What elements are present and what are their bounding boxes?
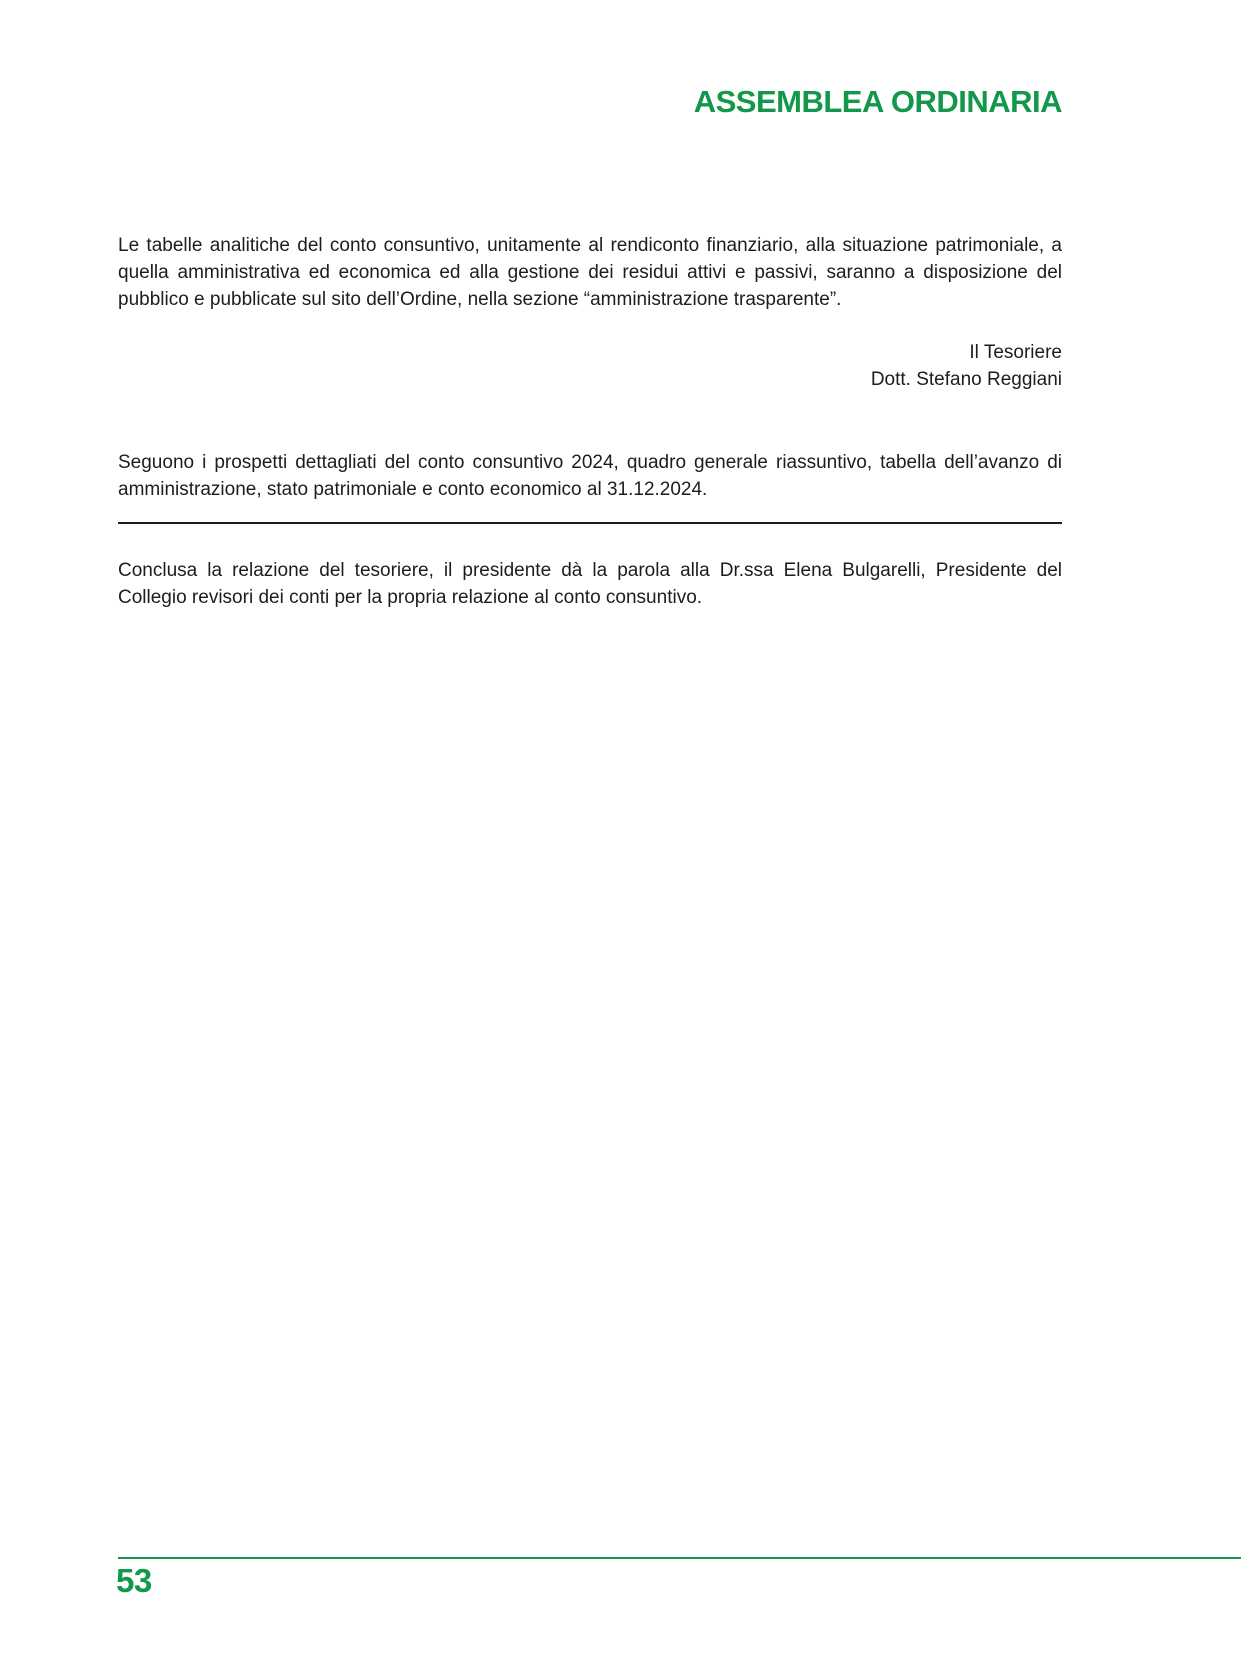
- page-number: 53: [116, 1562, 152, 1599]
- page-title: ASSEMBLEA ORDINARIA: [693, 84, 1062, 119]
- body-paragraph-financial-tables: Le tabelle analitiche del conto consuntivo, unitamente al rendiconto finanziario, alla situazione patrimoniale, a quella amministrativa ed economica ed alla gestione dei residui attivi e passivi, saranno a disposizione del pubblico e pubblicate sul sito dell’Ordine, nella sezione “amministrazione trasparente”.: [118, 235, 1062, 310]
- signature-name: Dott. Stefano Reggiani: [870, 369, 1062, 390]
- footer-divider: [118, 1557, 1241, 1559]
- section-divider: [118, 522, 1062, 524]
- signature-block: [118, 339, 1062, 393]
- signature-role: Il Tesoriere: [969, 342, 1062, 363]
- body-paragraph-conclusion: Conclusa la relazione del tesoriere, il presidente dà la parola alla Dr.ssa Elena Bulgarelli, Presidente del Collegio revisori dei conti per la propria relazione al conto consuntivo.: [118, 560, 1062, 608]
- body-paragraph-prospetti: Seguono i prospetti dettagliati del conto consuntivo 2024, quadro generale riassuntivo, tabella dell’avanzo di amministrazione, stato patrimoniale e conto economico al 31.12.2024.: [118, 452, 1062, 500]
